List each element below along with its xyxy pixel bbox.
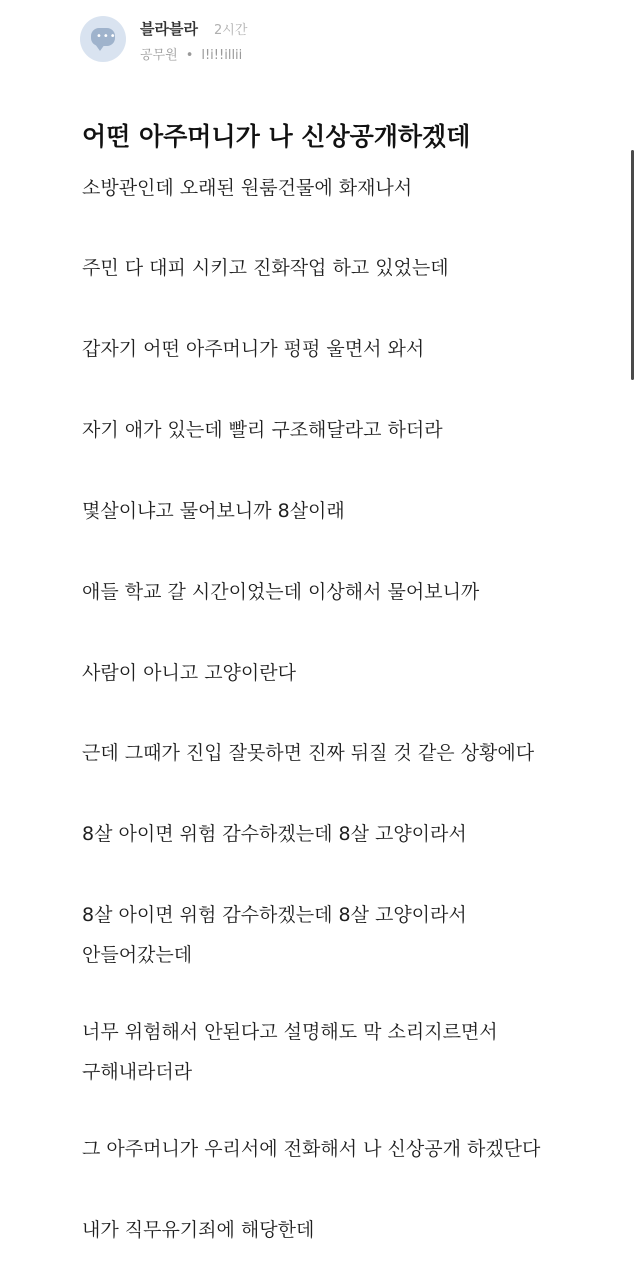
post-paragraph xyxy=(82,814,467,854)
paragraph-line: 8살 아이면 위험 감수하겠는데 8살 고양이라서 xyxy=(82,823,467,845)
post-paragraph xyxy=(82,1210,314,1250)
paragraph-line: 8살 아이면 위험 감수하겠는데 8살 고양이라서 xyxy=(82,904,467,926)
meta-separator: • xyxy=(185,48,194,63)
author-meta xyxy=(140,44,242,63)
paragraph-line: 자기 애가 있는데 빨리 구조해달라고 하더라 xyxy=(82,419,443,441)
paragraph-line: 사람이 아니고 고양이란다 xyxy=(82,662,296,684)
paragraph-line: 너무 위험해서 안된다고 설명해도 막 소리지르면서 xyxy=(82,1021,498,1043)
post-paragraph xyxy=(82,410,443,450)
author-company: l!i!!illii xyxy=(201,48,243,63)
paragraph-line: 소방관인데 오래된 원룸건물에 화재나서 xyxy=(82,177,413,199)
paragraph-line: 안들어갔는데 xyxy=(82,944,193,966)
dots-icon: ••• xyxy=(96,31,117,42)
paragraph-line: 그 아주머니가 우리서에 전화해서 나 신상공개 하겠단다 xyxy=(82,1138,541,1160)
paragraph-line: 근데 그때가 진입 잘못하면 진짜 뒤질 것 같은 상황에다 xyxy=(82,742,535,764)
author-name[interactable]: 블라블라 xyxy=(140,20,198,38)
paragraph-line: 내가 직무유기죄에 해당한데 xyxy=(82,1219,315,1241)
post-paragraph xyxy=(82,1129,540,1169)
post-paragraph xyxy=(82,572,479,612)
paragraph-line: 애들 학교 갈 시간이었는데 이상해서 물어보니까 xyxy=(82,581,480,603)
paragraph-line: 갑자기 어떤 아주머니가 펑펑 울면서 와서 xyxy=(82,338,425,360)
post-time: 2시간 xyxy=(214,23,248,38)
post-paragraph xyxy=(82,1012,498,1092)
paragraph-line: 구해내라더라 xyxy=(82,1061,193,1083)
paragraph-line: 주민 다 대피 시키고 진화작업 하고 있었는데 xyxy=(82,257,449,279)
post-paragraph xyxy=(82,733,534,773)
author-job: 공무원 xyxy=(140,48,178,63)
scrollbar[interactable] xyxy=(631,150,634,380)
post-paragraph xyxy=(82,491,345,531)
post-title: 어떤 아주머니가 나 신상공개하겠데 xyxy=(82,122,471,151)
post-header xyxy=(80,16,600,72)
post-paragraph xyxy=(82,895,467,975)
post-paragraph xyxy=(82,248,449,288)
post-paragraph xyxy=(82,653,296,693)
paragraph-line: 몇살이냐고 물어보니까 8살이래 xyxy=(82,500,345,522)
avatar[interactable] xyxy=(80,16,126,62)
post-paragraph xyxy=(82,168,412,208)
post-paragraph xyxy=(82,329,424,369)
